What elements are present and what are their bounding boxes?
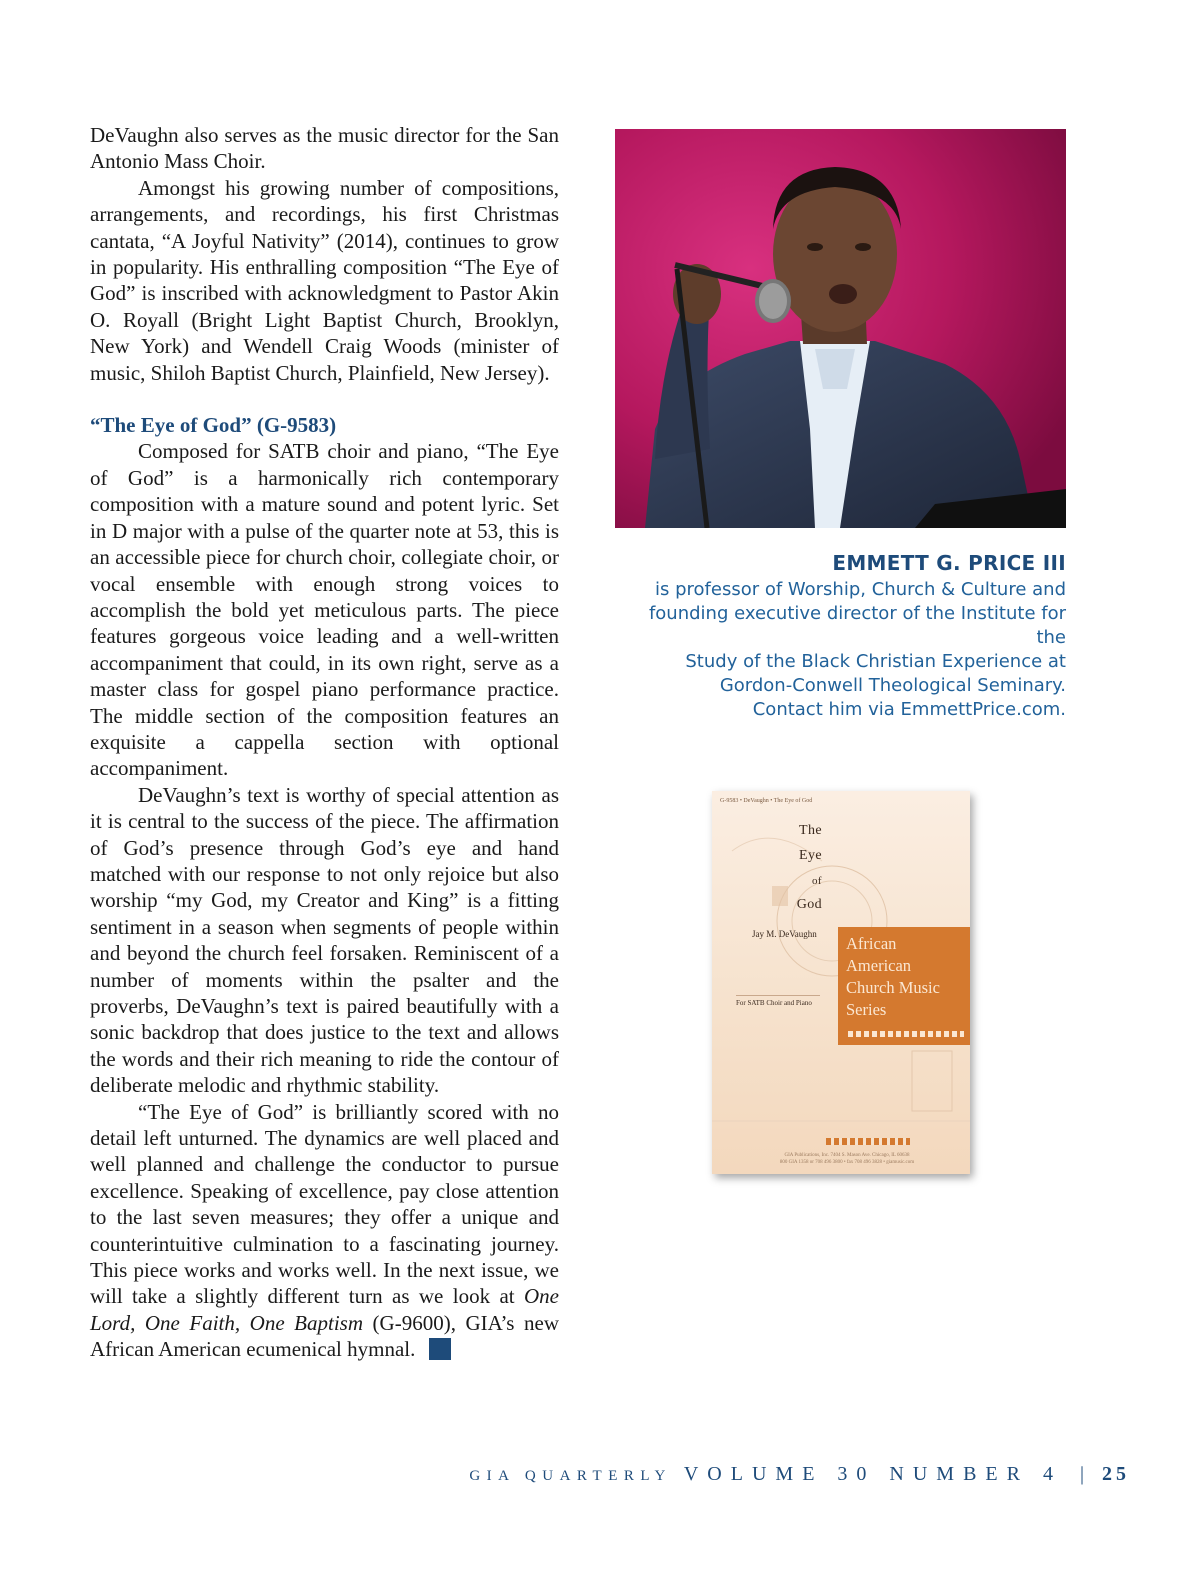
article-paragraph-1: DeVaughn also serves as the music director for the San Antonio Mass Choir.	[90, 123, 559, 174]
cover-voicing: For SATB Choir and Piano	[736, 995, 820, 1007]
section-heading: “The Eye of God” (G-9583)	[90, 413, 337, 438]
article-paragraph-2: Amongst his growing number of compositions, arrangements, and recordings, his first Christmas cantata, “A Joyful Nativity” (2014), continues to grow in popularity. His enthralling composition “The Eye of God” is inscribed with acknowledgment to Pastor Akin O. Royall (Bright Light Baptist Church, Brooklyn, New York) and Wendell Craig Woods (minister of music, Shiloh Baptist Church, Plainfield, New Jersey).	[90, 175, 559, 385]
series-line-3: Church Music	[846, 978, 940, 997]
sheet-music-cover	[712, 791, 970, 1174]
cover-publisher	[752, 1152, 942, 1166]
cover-composer: Jay M. DeVaughn	[752, 929, 817, 939]
bio-line-1: is professor of Worship, Church & Culture and	[654, 579, 1066, 600]
series-line-2: American	[846, 956, 912, 975]
page-footer	[469, 1463, 1130, 1486]
article-paragraph-5	[90, 1099, 559, 1363]
magazine-name: GIA QUARTERLY	[469, 1468, 672, 1484]
series-line-4: Series	[846, 1000, 887, 1019]
bio-line-4: Gordon-Conwell Theological Seminary.	[719, 675, 1066, 696]
series-strip	[848, 1031, 964, 1037]
paragraph-5-end: (G-9600), GIA’s new African American ecumenical hymnal.	[90, 1310, 559, 1362]
cover-title-eye: Eye	[799, 848, 822, 863]
cover-title-god: God	[796, 897, 822, 912]
publisher-line-1: GIA Publications, Inc. 7404 S. Mason Ave. Chicago, IL 60638	[784, 1153, 910, 1158]
end-of-article-mark	[429, 1338, 451, 1360]
article-column	[90, 122, 559, 1363]
author-bio	[615, 548, 1066, 722]
hymnal-title: One Lord, One Faith, One Baptism	[90, 1284, 559, 1335]
bottom-strip	[826, 1138, 910, 1145]
paragraph-5-start: “The Eye of God” is brilliantly scored with no detail left unturned. The dynamics are well placed and well planned and challenge the conductor to pursue excellence. Speaking of excellence, pay close attention to the last seven measures; they offer a unique and counterintuitive culmination to a fascinating journey. This piece works and works well. In the next issue, we will take a slightly different turn as we look at	[90, 1099, 559, 1309]
author-name: EMMETT G. PRICE III	[832, 551, 1066, 575]
author-photo	[615, 129, 1066, 528]
series-box	[838, 927, 970, 1045]
article-paragraph-4: DeVaughn’s text is worthy of special attention as it is central to the success of the piece. The affirmation of God’s presence through God’s eye and hand matched with our response to not only rejoice but also worship “my God, my Creator and King” is a fitting sentiment in a season when segments of people within and beyond the church feel forsaken. Reminiscent of a number of moments within the psalter and the proverbs, DeVaughn’s text is paired beautifully with a sonic backdrop that does justice to the text and allows the words and their rich meaning to ride the contour of deliberate melodic and rhythmic stability.	[90, 782, 559, 1098]
cover-title-the: The	[799, 823, 822, 838]
footer-separator: |	[1079, 1463, 1084, 1485]
cover-title-of: of	[812, 875, 822, 887]
series-line-1: African	[846, 934, 897, 953]
singer-illustration	[615, 129, 1066, 528]
article-paragraph-3: Composed for SATB choir and piano, “The Eye of God” is a harmonically rich contemporary composition with a mature sound and potent lyric. Set in D major with a pulse of the quarter note at 53, this is an accessible piece for church choir, collegiate choir, or vocal ensemble with enough strong voices to accomplish the bold yet meticulous parts. The piece features gorgeous voice leading and a well-written accompaniment that could, in its own right, serve as a master class for gospel piano performance practice. The middle section of the composition features an exquisite a cappella section with optional accompaniment.	[90, 439, 559, 781]
volume-number: VOLUME 30 NUMBER 4	[683, 1463, 1062, 1485]
bio-line-3: Study of the Black Christian Experience at	[685, 651, 1066, 672]
publisher-line-2: 800 GIA 1358 or 708 496 3800 • fax 708 496 3828 • giamusic.com	[779, 1160, 915, 1165]
page-number: 25	[1102, 1463, 1130, 1485]
cover-catalog-line: G-9583 • DeVaughn • The Eye of God	[720, 798, 813, 804]
bio-line-2: founding executive director of the Institute for the	[648, 603, 1066, 648]
bio-contact-line: Contact him via EmmettPrice.com.	[752, 699, 1066, 720]
